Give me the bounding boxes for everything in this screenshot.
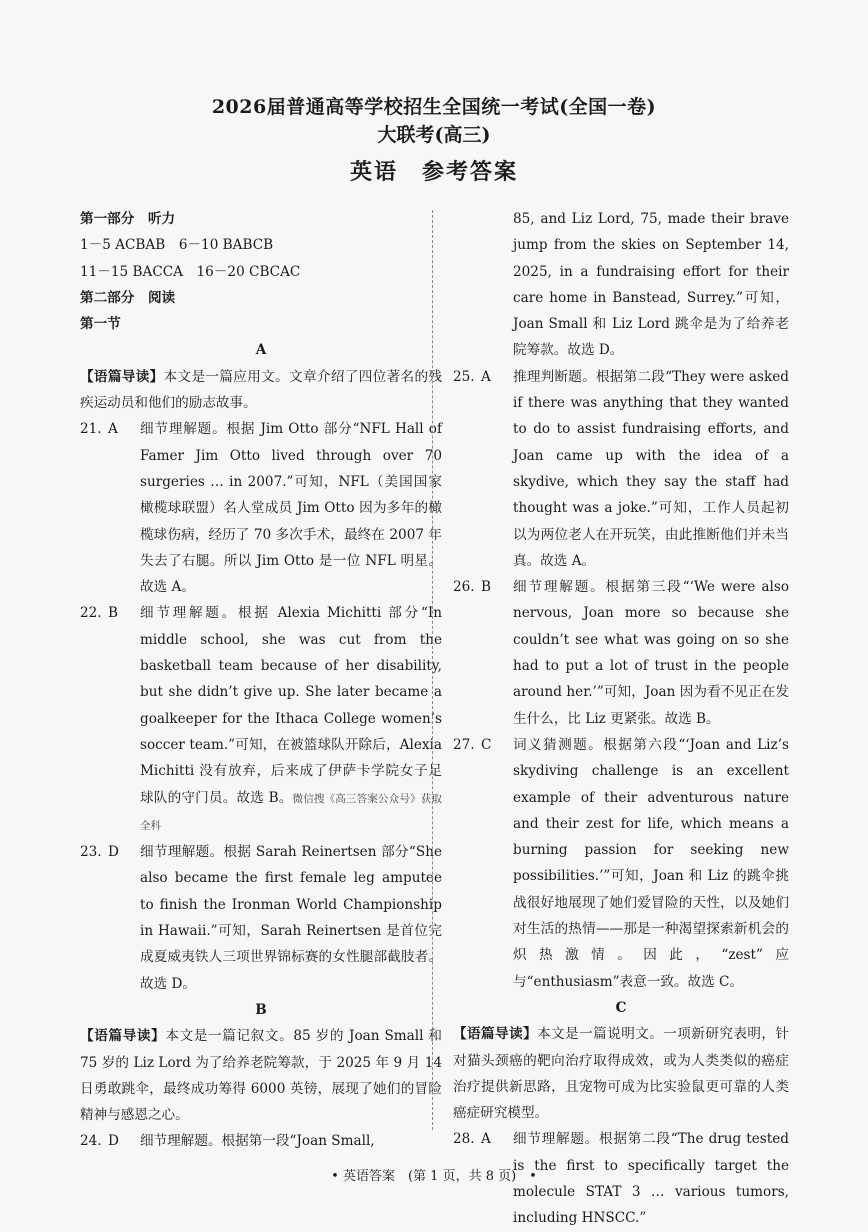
q28-text: 细节理解题。根据第二段“The drug tested is the first to specifically target the molecule STAT 3 … various tumors, including HNSCC.” bbox=[513, 1131, 789, 1227]
q21-text: 细节理解题。根据 Jim Otto 部分“NFL Hall of Famer Jim Otto lived through over 70 surgeries … in 2007.”可知，NFL（美国国家橄榄球联盟）名人堂成员 Jim Otto 因为多年的橄榄球伤病，经历了 70 多次手术，最终在 2007 年失去了右腿。所以 Jim Otto 是一位 NFL 明星。故选 A。 bbox=[140, 421, 442, 596]
q24-num: 24. bbox=[80, 1133, 102, 1150]
watermark-text: 微信搜《高三答案公众号》获取全科 bbox=[140, 792, 443, 832]
q23-ans: D bbox=[108, 844, 119, 861]
guide-a bbox=[80, 364, 442, 417]
q24-cont-text: 85, and Liz Lord, 75, made their brave jump from the skies on September 14, 2025, in a fundraising effort for their care home in Banstead, Surrey.”可知，Joan Small 和 Liz Lord 跳伞是为了给养老院筹款。故选 D。 bbox=[513, 211, 789, 359]
guide-c-text: 本文是一篇说明文。一项新研究表明，针对猫头颈癌的靶向治疗取得成效，或为人类类似的癌症治疗提供新思路，且宠物可成为比实验鼠更可靠的人类癌症研究模型。 bbox=[453, 1026, 790, 1122]
answer-23 bbox=[80, 839, 442, 997]
section1-title: 第一节 bbox=[80, 316, 121, 333]
left-column bbox=[80, 206, 443, 1150]
page-footer: • 英语答案 (第 1 页，共 8 页) • bbox=[331, 1169, 537, 1184]
q28-num: 28. bbox=[453, 1131, 475, 1148]
passage-a-heading: A bbox=[255, 342, 267, 359]
guide-a-tag: 【语篇导读】 bbox=[80, 368, 164, 385]
exam-subtitle: 大联考(高三) bbox=[377, 124, 491, 146]
answer-24-continued bbox=[453, 206, 789, 364]
q26-text: 细节理解题。根据第三段“‘We were also nervous, Joan more so because she couldn’t see what was going on so she had to put a lot of trust in the people around her.’”可知，Joan 因为看不见正在发生什么，比 Liz 更紧张。故选 B。 bbox=[513, 579, 789, 727]
q22-ans: B bbox=[108, 605, 118, 622]
guide-c-tag: 【语篇导读】 bbox=[453, 1026, 538, 1043]
q28-ans: A bbox=[481, 1131, 491, 1148]
q27-text: 词义猜测题。根据第六段“‘Joan and Liz’s skydiving challenge is an excellent example of their adventurous nature and their zest for life, which means a burning passion for seeking new possibilities.’”可知，Joan 和 Liz 的跳伞挑战很好地展现了她们爱冒险的天性，以及她们对生活的热情——那是一种渴望探索新机会的炽热激情。因此，“zest”应与“enthusiasm”表意一致。故选 C。 bbox=[513, 736, 789, 990]
q21-ans: A bbox=[108, 421, 118, 438]
subject-title: 英语 参考答案 bbox=[349, 159, 518, 185]
q22-text: 细节理解题。根据 Alexia Michitti 部分“In middle school, she was cut from the basketball team because of her disability, but she didn’t give up. She later became a goalkeeper for the Ithaca College women’s soccer team.”可知，在被篮球队开除后，Alexia Michitti 没有放弃，后来成了伊萨卡学院女子足球队的守门员。故选 B。 bbox=[140, 605, 442, 806]
guide-c bbox=[453, 1021, 789, 1126]
part1-title: 第一部分 听力 bbox=[80, 211, 176, 227]
guide-a-text: 本文是一篇应用文。文章介绍了四位著名的残疾运动员和他们的励志故事。 bbox=[80, 368, 443, 412]
q27-ans: C bbox=[481, 736, 492, 753]
exam-title: 2026届普通高等学校招生全国统一考试(全国一卷) bbox=[211, 96, 657, 118]
answer-27 bbox=[453, 732, 789, 995]
right-column bbox=[453, 206, 790, 1227]
listening-answers-2: 11－15 BACCA 16－20 CBCAC bbox=[80, 263, 301, 280]
guide-b-tag: 【语篇导读】 bbox=[80, 1028, 166, 1045]
q23-text: 细节理解题。根据 Sarah Reinertsen 部分“She also became the first female leg amputee to finish the Ironman World Championship in Hawaii.”可知，Sarah Reinertsen 是首位完成夏威夷铁人三项世界锦标赛的女性腿部截肢者。故选 D。 bbox=[140, 844, 442, 992]
q26-num: 26. bbox=[453, 579, 475, 596]
guide-b-text: 本文是一篇记叙文。85 岁的 Joan Small 和 75 岁的 Liz Lord 为了给养老院筹款，于 2025 年 9 月 14 日勇敢跳伞，最终成功筹得 6000 英镑，展现了她们的冒险精神与感恩之心。 bbox=[80, 1028, 442, 1124]
answer-21 bbox=[80, 416, 442, 600]
guide-b bbox=[80, 1023, 442, 1128]
column-divider bbox=[432, 210, 433, 1130]
q26-ans: B bbox=[481, 579, 491, 596]
q25-text: 推理判断题。根据第二段“They were asked if there was anything that they wanted to do to assist fundraising efforts, and Joan came up with the idea of a skydive, which they say the staff had thought was a joke.”可知，工作人员起初以为两位老人在开玩笑，由此推断他们并未当真。故选 A。 bbox=[513, 368, 789, 569]
answer-26 bbox=[453, 574, 789, 732]
q24-text: 细节理解题。根据第一段“Joan Small, bbox=[140, 1133, 375, 1150]
listening-answers-1: 1－5 ACBAB 6－10 BABCB bbox=[80, 237, 274, 254]
passage-c-heading: C bbox=[615, 999, 627, 1016]
q25-num: 25. bbox=[453, 368, 475, 385]
q23-num: 23. bbox=[80, 844, 102, 861]
answer-22 bbox=[80, 600, 442, 839]
passage-b-heading: B bbox=[255, 1001, 267, 1018]
q24-ans: D bbox=[108, 1133, 119, 1150]
answer-25 bbox=[453, 364, 789, 574]
answer-24 bbox=[80, 1128, 442, 1154]
q22-num: 22. bbox=[80, 605, 102, 622]
q21-num: 21. bbox=[80, 421, 102, 438]
part2-title: 第二部分 阅读 bbox=[80, 289, 176, 306]
q25-ans: A bbox=[481, 368, 491, 385]
q27-num: 27. bbox=[453, 736, 475, 753]
